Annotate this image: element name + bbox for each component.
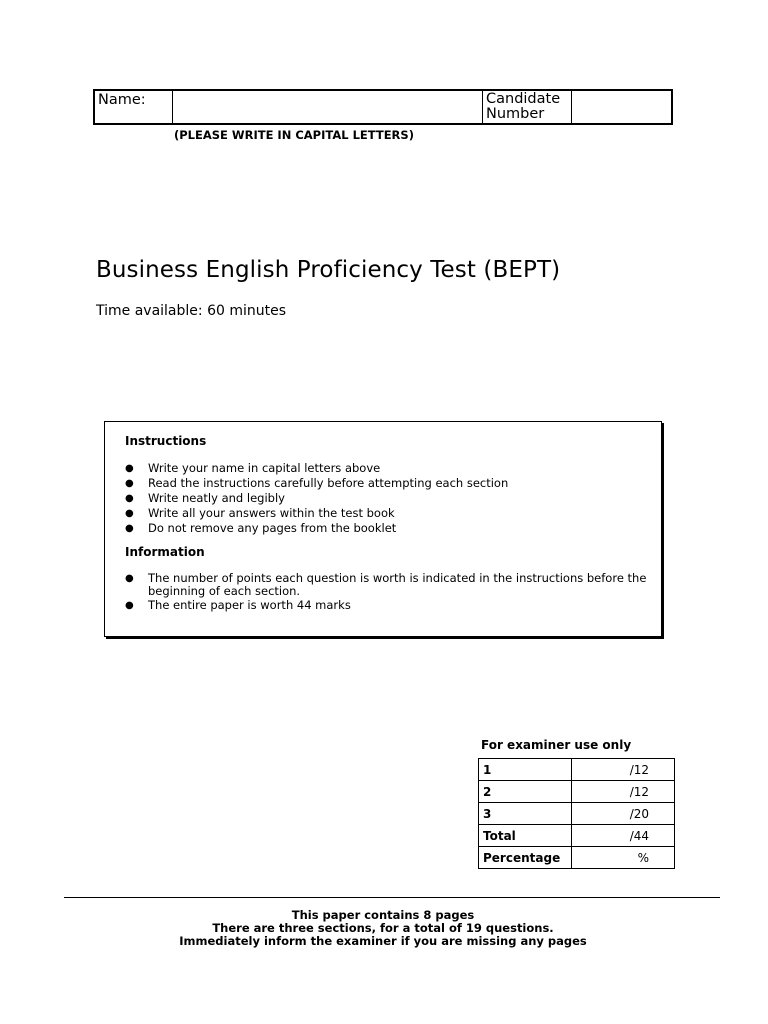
table-row [479,759,675,781]
examiner-table [478,758,675,869]
information-list [125,572,647,612]
list-item: ● The entire paper is worth 44 marks [125,598,351,612]
total-score: /44 [572,825,675,847]
bullet-icon: ● [125,600,134,611]
section-label: 1 [479,759,572,781]
candidate-details-table [93,89,673,125]
table-row [479,781,675,803]
time-available: Time available: 60 minutes [96,303,287,319]
list-item: ● Write your name in capital letters above [125,461,381,475]
list-item: ● Write all your answers within the test book [125,506,395,520]
name-label: Name: [95,91,173,123]
instructions-heading: Instructions [125,434,207,448]
bullet-icon: ● [125,463,134,474]
percentage-score: % [572,847,675,869]
instructions-box [104,421,662,637]
table-row [479,803,675,825]
instructions-list [125,461,647,536]
bullet-icon: ● [125,478,134,489]
bullet-icon: ● [125,523,134,534]
section-label: 2 [479,781,572,803]
list-item: ● Do not remove any pages from the booklet [125,521,397,535]
capital-letters-note: (PLEASE WRITE IN CAPITAL LETTERS) [174,128,414,142]
footer-divider [64,897,720,898]
footer-line: Immediately inform the examiner if you are missing any pages [179,934,587,948]
section-score: /12 [572,759,675,781]
footer-line: There are three sections, for a total of 19 questions. [212,921,554,935]
information-heading: Information [125,545,205,559]
list-item: ● Write neatly and legibly [125,491,285,505]
total-label: Total [479,825,572,847]
table-row [479,847,675,869]
table-row [479,825,675,847]
name-field[interactable] [173,91,483,123]
bullet-icon: ● [125,493,134,504]
footer-line: This paper contains 8 pages [291,908,475,922]
bullet-icon: ● [125,573,134,584]
section-score: /12 [572,781,675,803]
candidate-number-field[interactable] [572,91,671,123]
page-title: Business English Proficiency Test (BEPT) [96,257,561,283]
bullet-icon: ● [125,508,134,519]
footer-notes [64,909,702,948]
section-score: /20 [572,803,675,825]
percentage-label: Percentage [479,847,572,869]
list-item: ● The number of points each question is worth is indicated in the instructions before the beginning of each section. [125,571,647,598]
section-label: 3 [479,803,572,825]
candidate-number-label: Candidate Number [483,91,572,123]
list-item: ● Read the instructions carefully before attempting each section [125,476,509,490]
examiner-caption: For examiner use only [481,738,632,752]
